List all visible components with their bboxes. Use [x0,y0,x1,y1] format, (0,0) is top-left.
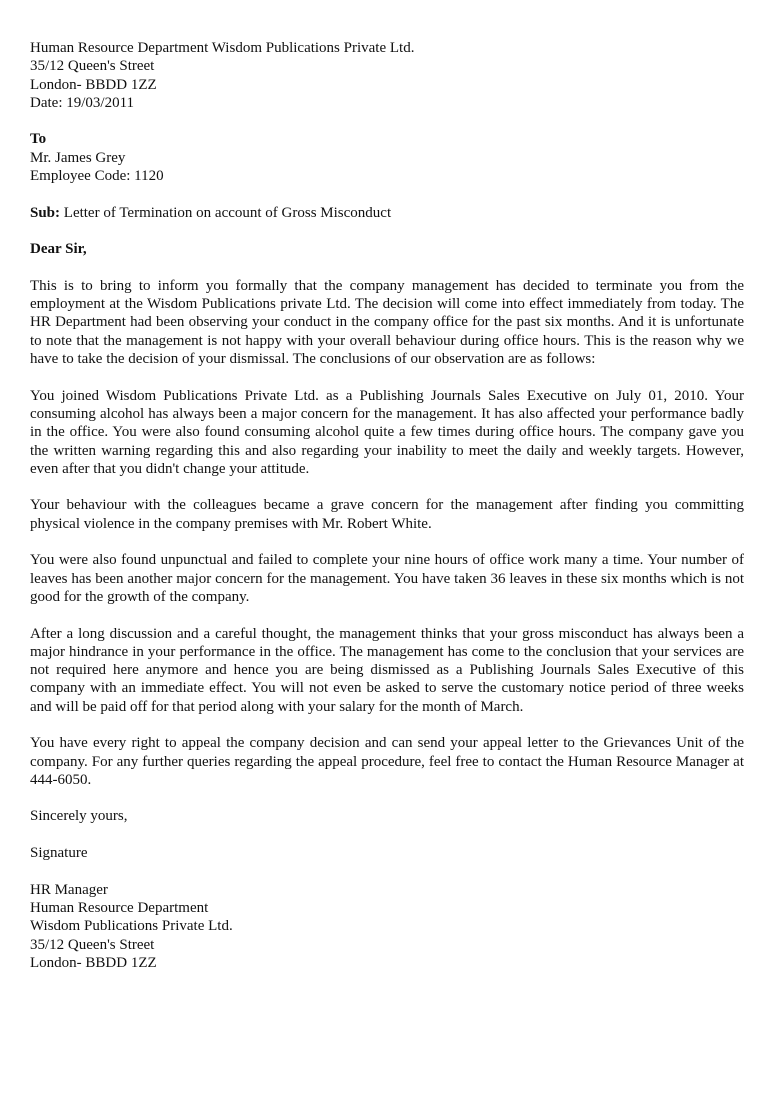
footer-title: HR Manager [30,881,108,898]
footer-department: Human Resource Department [30,899,209,916]
letter-date: Date: 19/03/2011 [30,94,135,111]
closing: Sincerely yours, [30,808,128,825]
footer-city: London- BBDD 1ZZ [30,954,157,971]
recipient-name: Mr. James Grey [30,149,126,166]
subject-text: Letter of Termination on account of Gross Misconduct [60,204,392,221]
signature: Signature [30,845,88,862]
paragraph-punctuality: You were also found unpunctual and failed to complete your nine hours of office work many a time. Your number of leaves has been another major concern for the management. You have taken 36 leaves in these six months which is not good for the growth of the company. [30,552,744,605]
paragraph-appeal-rights: You have every right to appeal the company decision and can send your appeal letter to the Grievances Unit of the company. For any further queries regarding the appeal procedure, feel free to contact the Human Resource Manager at 444-6050. [30,735,744,788]
sender-city: London- BBDD 1ZZ [30,76,157,93]
letter-page [30,39,744,990]
salutation: Dear Sir, [30,241,87,258]
sender-street: 35/12 Queen's Street [30,58,155,75]
footer-street: 35/12 Queen's Street [30,936,155,953]
subject-line [30,204,744,222]
paragraph-dismissal-decision: After a long discussion and a careful thought, the management thinks that your gross misconduct has always been a major hindrance in your performance in the office. The management has come to the conclusion that your services are not required here anymore and hence you are being dismissed as a Publishing Journals Sales Executive of this company with an immediate effect. You will not even be asked to serve the customary notice period of three weeks and will be paid off for that period along with your salary for the month of March. [30,625,744,715]
recipient-block [30,130,744,185]
paragraph-termination-notice: This is to bring to inform you formally that the company management has decided to terminate you from the employment at the Wisdom Publications private Ltd. The decision will come into effect immediately from today. The HR Department had been observing your conduct in the company office for the past six months. And it is unfortunate to note that the management is not happy with your overall behaviour during office hours. This is the reason why we have to take the decision of your dismissal. The conclusions of our observation are as follows: [30,277,744,368]
footer-company: Wisdom Publications Private Ltd. [30,918,233,935]
to-label: To [30,131,47,148]
paragraph-alcohol-conduct: You joined Wisdom Publications Private Ltd. as a Publishing Journals Sales Executive on July 01, 2010. Your consuming alcohol has always been a major concern for the management. It has also affected your performance badly in the office. You were also found consuming alcohol quite a few times during office hours. The company gave you the written warning regarding this and also regarding your inability to meet the daily and weekly targets. However, even after that you didn't change your attitude. [30,387,744,477]
footer-address [30,881,744,972]
sender-department: Human Resource Department Wisdom Publications Private Ltd. [30,40,415,56]
sender-address [30,39,744,112]
paragraph-colleague-behaviour: Your behaviour with the colleagues became a grave concern for the management after finding you committing physical violence in the company premises with Mr. Robert White. [30,497,744,532]
employee-code: Employee Code: 1120 [30,168,164,185]
subject-label: Sub: [30,204,61,221]
